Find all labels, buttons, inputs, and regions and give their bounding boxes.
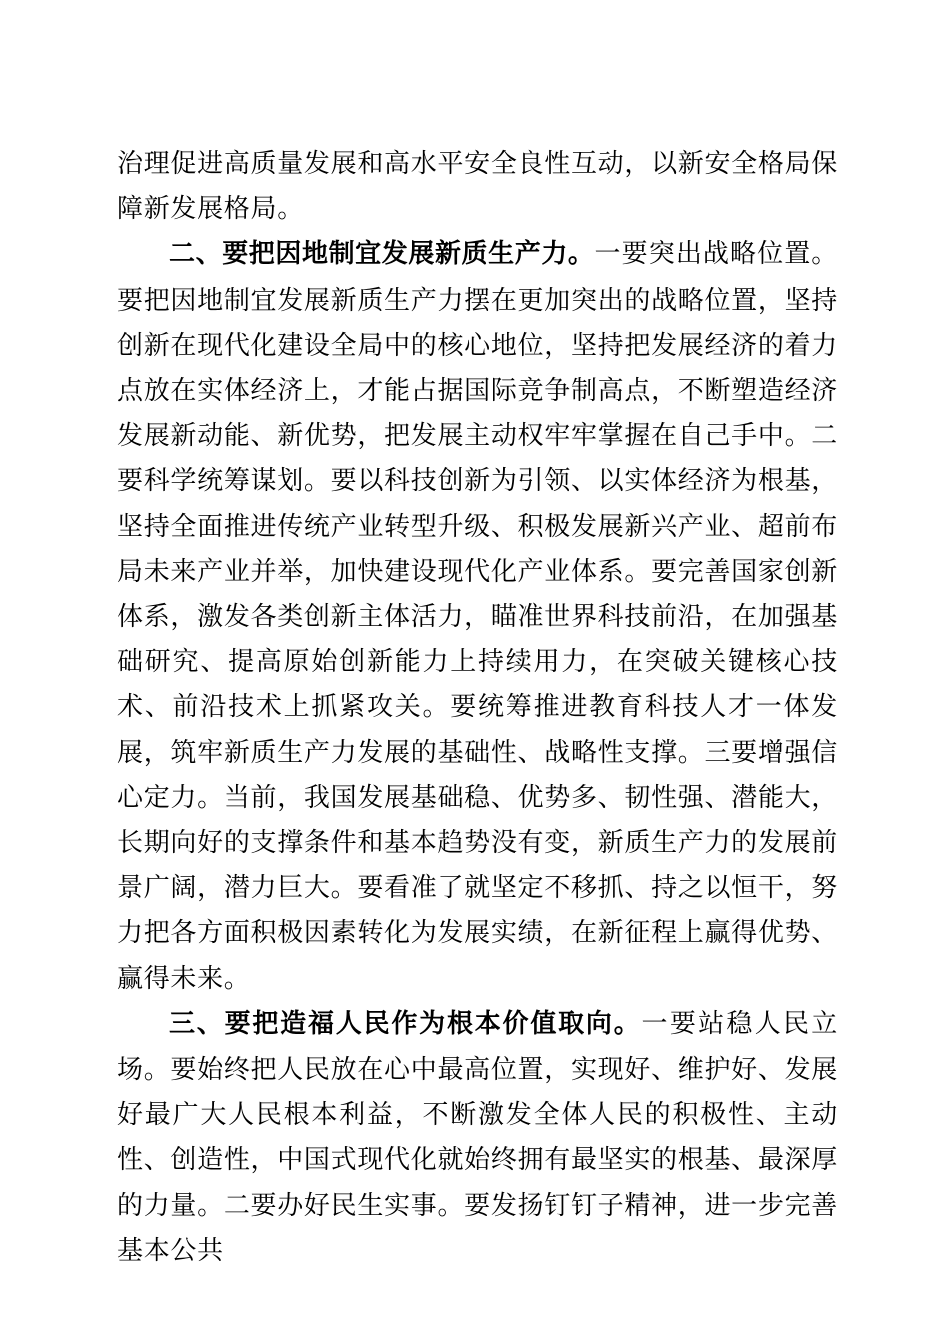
document-text-block xyxy=(117,141,838,1273)
paragraph-continuation xyxy=(117,141,838,231)
section-3-heading: 三、要把造福人民作为根本价值取向。 xyxy=(169,1008,642,1039)
section-2-heading: 二、要把因地制宜发展新质生产力。 xyxy=(169,239,595,270)
paragraph-section-3 xyxy=(117,1001,838,1273)
paragraph-text: 一要突出战略位置。要把因地制宜发展新质生产力摆在更加突出的战略位置，坚持创新在现代化建设全局中的核心地位，坚持把发展经济的着力点放在实体经济上，才能占据国际竞争制高点，不断塑造经济发展新动能、新优势，把发展主动权牢牢掌握在自己手中。二要科学统筹谋划。要以科技创新为引领、以实体经济为根基，坚持全面推进传统产业转型升级、积极发展新兴产业、超前布局未来产业并举，加快建设现代化产业体系。要完善国家创新体系，激发各类创新主体活力，瞄准世界科技前沿，在加强基础研究、提高原始创新能力上持续用力，在突破关键核心技术、前沿技术上抓紧攻关。要统筹推进教育科技人才一体发展，筑牢新质生产力发展的基础性、战略性支撑。三要增强信心定力。当前，我国发展基础稳、优势多、韧性强、潜能大，长期向好的支撑条件和基本趋势没有变，新质生产力的发展前景广阔，潜力巨大。要看准了就坚定不移抓、持之以恒干，努力把各方面积极因素转化为发展实绩，在新征程上赢得优势、赢得未来。 xyxy=(117,239,838,993)
paragraph-section-2 xyxy=(117,231,838,1000)
paragraph-text: 治理促进高质量发展和高水平安全良性互动，以新安全格局保障新发展格局。 xyxy=(117,149,838,224)
paragraph-text: 一要站稳人民立场。要始终把人民放在心中最高位置，实现好、维护好、发展好最广大人民根本利益，不断激发全体人民的积极性、主动性、创造性，中国式现代化就始终拥有最坚实的根基、最深厚的力量。二要办好民生实事。要发扬钉钉子精神，进一步完善基本公共 xyxy=(117,1008,839,1265)
